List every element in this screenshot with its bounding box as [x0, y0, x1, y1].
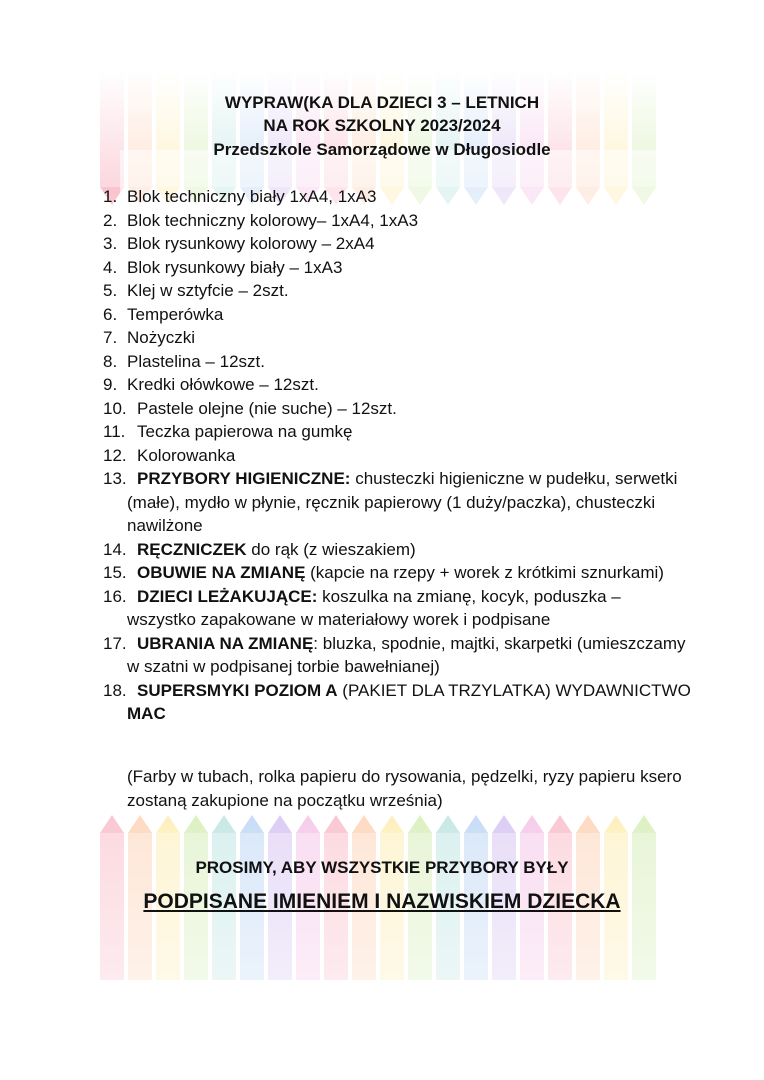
item-text: Kredki ołówkowe – 12szt.: [127, 375, 319, 394]
list-item: [103, 561, 693, 585]
item-number: 15.: [103, 563, 127, 582]
list-item: [103, 420, 693, 444]
list-item: [103, 232, 693, 256]
item-number: 6.: [103, 304, 118, 324]
footer-request: PROSIMY, ABY WSZYSTKIE PRZYBORY BYŁY: [195, 858, 569, 877]
item-text: Blok rysunkowy biały – 1xA3: [127, 257, 343, 277]
footer-signed-notice: PODPISANE IMIENIEM I NAZWISKIEM DZIECKA: [143, 890, 621, 913]
title-school-name: Przedszkole Samorządowe w Długosiodle: [213, 140, 551, 159]
list-item: [103, 326, 693, 350]
list-item: [103, 444, 693, 468]
item-text: Blok rysunkowy kolorowy – 2xA4: [127, 234, 375, 253]
item-bold-label: PRZYBORY HIGIENICZNE:: [137, 469, 351, 488]
item-text: chusteczki higieniczne w pudełku, serwetki (małe), mydło w płynie, ręcznik papierowy (1 duży/paczka), chusteczki nawilżone: [127, 469, 678, 535]
item-text: Klej w sztyfcie – 2szt.: [127, 281, 289, 300]
item-number: 3.: [103, 234, 118, 253]
title-line-2: NA ROK SZKOLNY 2023/2024: [263, 116, 501, 135]
list-item: [103, 279, 693, 303]
item-text: do rąk (z wieszakiem): [246, 539, 416, 559]
item-bold-label: UBRANIA NA ZMIANĘ: [137, 633, 314, 653]
item-text: Kolorowanka: [137, 445, 236, 465]
item-bold-label-publisher: MAC: [127, 704, 166, 723]
item-text: koszulka na zmianę, kocyk, poduszka – wszystko zapakowane w materiałowy worek i podpisane: [127, 586, 621, 629]
item-text: Nożyczki: [127, 328, 196, 347]
list-item: [103, 185, 693, 209]
item-text: Blok techniczny kolorowy– 1xA4, 1xA3: [127, 210, 419, 230]
item-number: 16.: [103, 586, 127, 606]
item-number: 7.: [103, 328, 118, 347]
list-item: [103, 679, 693, 726]
item-text: (PAKIET DLA TRZYLATKA) WYDAWNICTWO: [337, 680, 691, 700]
item-number: 5.: [103, 281, 118, 300]
list-item: [103, 585, 693, 632]
list-item: [103, 538, 693, 562]
supply-list: [103, 185, 693, 726]
list-item: [103, 373, 693, 397]
list-item: [103, 467, 693, 538]
list-item: [103, 256, 693, 280]
item-bold-label: SUPERSMYKI POZIOM A: [137, 680, 338, 700]
item-number: 11.: [103, 422, 126, 441]
list-item: [103, 397, 693, 421]
list-item: [103, 303, 693, 327]
list-item: [103, 209, 693, 233]
item-number: 10.: [103, 398, 127, 418]
item-text: (kapcie na rzepy + worek z krótkimi sznurkami): [305, 563, 664, 582]
note-paragraph: (Farby w tubach, rolka papieru do rysowania, pędzelki, ryzy papieru ksero zostaną zakupione na początku września): [127, 767, 682, 810]
item-bold-label: RĘCZNICZEK: [137, 539, 247, 559]
item-text: Temperówka: [127, 304, 224, 324]
item-number: 12.: [103, 445, 127, 465]
item-text: Plastelina – 12szt.: [127, 351, 265, 371]
item-number: 4.: [103, 257, 118, 277]
item-text: Teczka papierowa na gumkę: [137, 422, 353, 441]
title-line-1: WYPRAW(KA DLA DZIECI 3 – LETNICH: [224, 93, 540, 112]
item-number: 8.: [103, 351, 118, 371]
item-number: 14.: [103, 539, 127, 559]
item-number: 9.: [103, 375, 118, 394]
item-bold-label: DZIECI LEŻAKUJĄCE:: [137, 586, 318, 606]
item-number: 13.: [103, 469, 127, 488]
item-number: 18.: [103, 680, 127, 700]
item-number: 2.: [103, 210, 118, 230]
item-bold-label: OBUWIE NA ZMIANĘ: [137, 563, 306, 582]
item-text: Blok techniczny biały 1xA4, 1xA3: [127, 187, 377, 206]
item-number: 17.: [103, 633, 127, 653]
item-text: Pastele olejne (nie suche) – 12szt.: [137, 398, 397, 418]
list-item: [103, 632, 693, 679]
list-item: [103, 350, 693, 374]
item-text: : bluzka, spodnie, majtki, skarpetki (umieszczamy w szatni w podpisanej torbie bawełnianej): [127, 633, 686, 676]
item-number: 1.: [103, 187, 118, 206]
